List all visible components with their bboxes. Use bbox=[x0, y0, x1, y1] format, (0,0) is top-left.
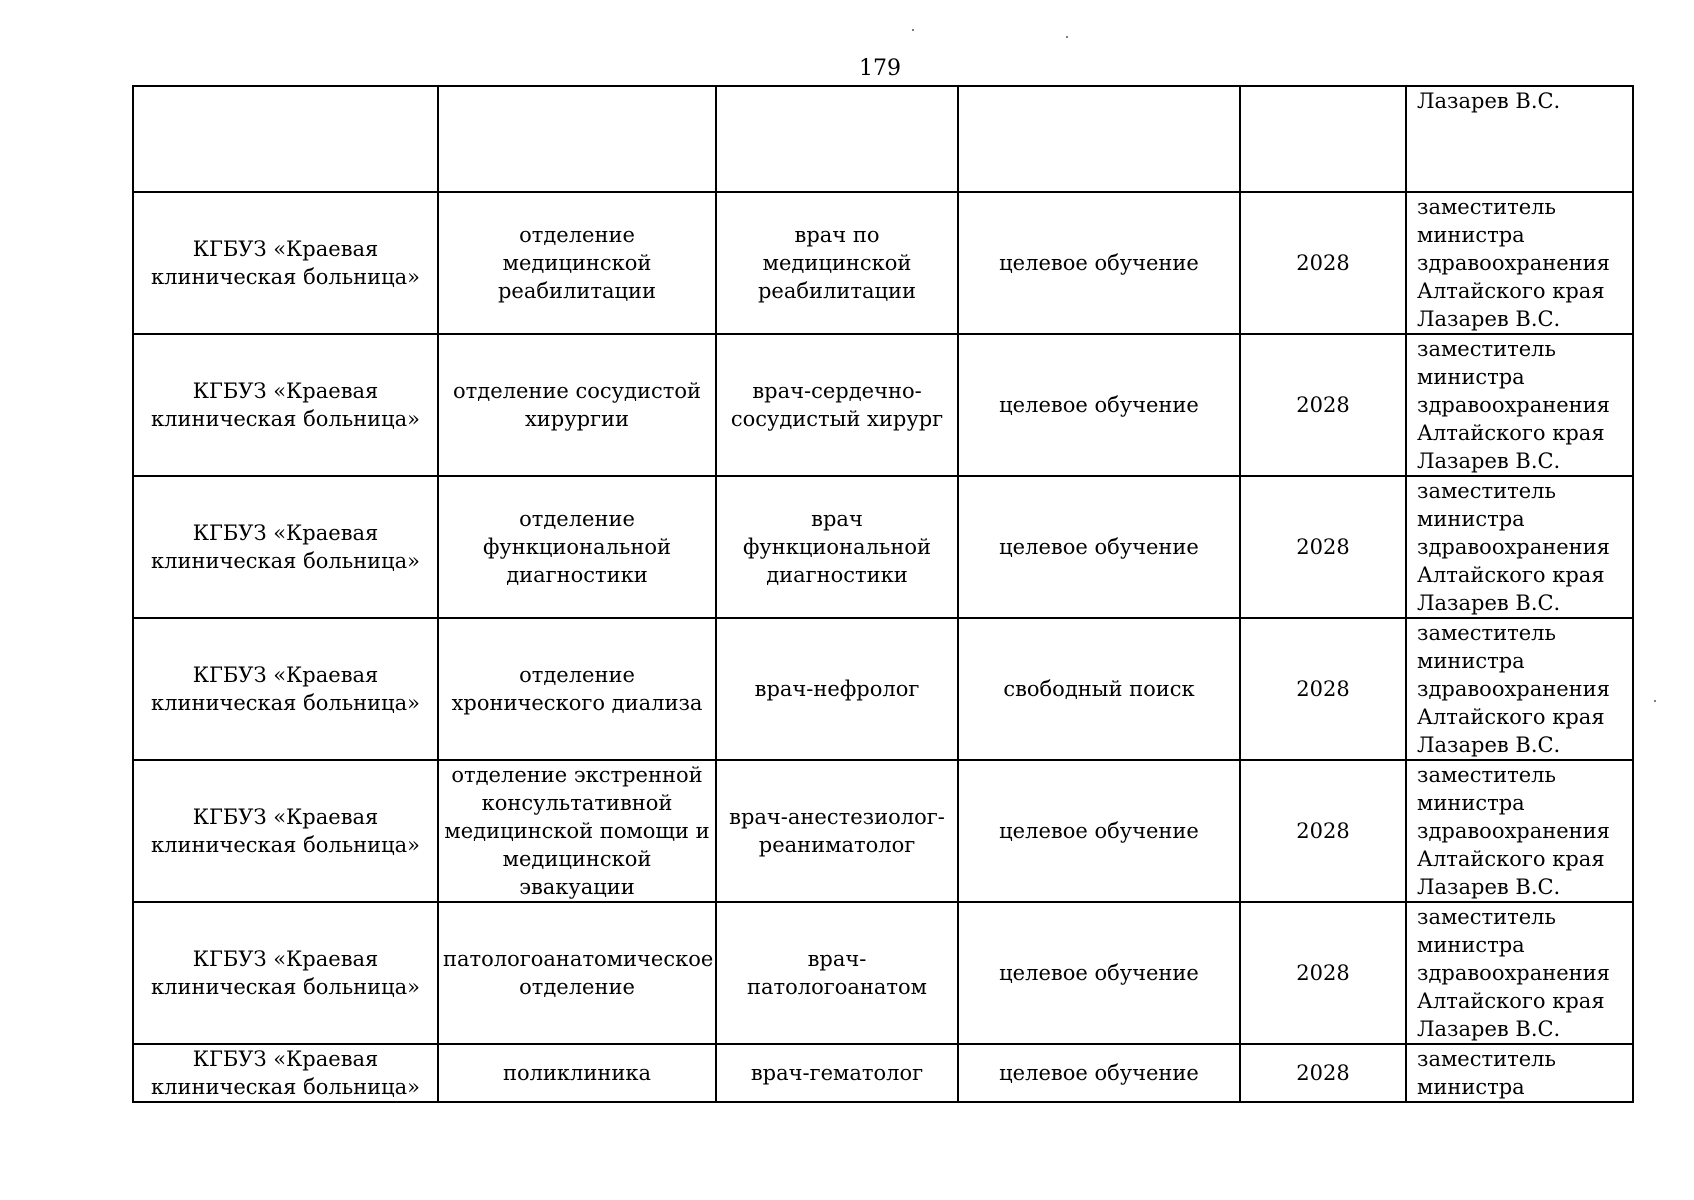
year-cell: 2028 bbox=[1240, 760, 1406, 902]
position-cell: врач-сердечно-сосудистый хирург bbox=[716, 334, 958, 476]
method-cell: целевое обучение bbox=[958, 760, 1240, 902]
department-cell bbox=[438, 86, 716, 192]
method-cell bbox=[958, 86, 1240, 192]
responsible-cell: заместитель министра здравоохранения Алтайского края Лазарев В.С. bbox=[1406, 476, 1633, 618]
department-cell: поликлиника bbox=[438, 1044, 716, 1102]
method-cell: целевое обучение bbox=[958, 902, 1240, 1044]
table-row-continued bbox=[133, 86, 1633, 192]
staffing-table bbox=[132, 85, 1634, 1103]
department-cell: отделение хронического диализа bbox=[438, 618, 716, 760]
position-cell bbox=[716, 86, 958, 192]
year-cell: 2028 bbox=[1240, 192, 1406, 334]
table-row bbox=[133, 1044, 1633, 1102]
responsible-cell: Лазарев В.С. bbox=[1406, 86, 1633, 192]
department-cell: отделение медицинской реабилитации bbox=[438, 192, 716, 334]
table-row bbox=[133, 760, 1633, 902]
method-cell: целевое обучение bbox=[958, 1044, 1240, 1102]
table-row bbox=[133, 618, 1633, 760]
position-cell: врач-патологоанатом bbox=[716, 902, 958, 1044]
year-cell: 2028 bbox=[1240, 1044, 1406, 1102]
scan-speck bbox=[1066, 36, 1068, 38]
year-cell bbox=[1240, 86, 1406, 192]
department-cell: отделение функциональной диагностики bbox=[438, 476, 716, 618]
organization-cell: КГБУЗ «Краевая клиническая больница» bbox=[133, 902, 438, 1044]
department-cell: отделение экстренной консультативной медицинской помощи и медицинской эвакуации bbox=[438, 760, 716, 902]
department-cell: патологоанатомическое отделение bbox=[438, 902, 716, 1044]
table-row bbox=[133, 902, 1633, 1044]
position-cell: врач по медицинской реабилитации bbox=[716, 192, 958, 334]
table-row bbox=[133, 192, 1633, 334]
method-cell: целевое обучение bbox=[958, 476, 1240, 618]
position-cell: врач-гематолог bbox=[716, 1044, 958, 1102]
responsible-cell: заместитель министра здравоохранения Алтайского края Лазарев В.С. bbox=[1406, 902, 1633, 1044]
year-cell: 2028 bbox=[1240, 334, 1406, 476]
year-cell: 2028 bbox=[1240, 902, 1406, 1044]
responsible-cell: заместитель министра здравоохранения Алтайского края Лазарев В.С. bbox=[1406, 334, 1633, 476]
position-cell: врач-анестезиолог-реаниматолог bbox=[716, 760, 958, 902]
responsible-cell: заместитель министра bbox=[1406, 1044, 1633, 1102]
responsible-cell: заместитель министра здравоохранения Алтайского края Лазарев В.С. bbox=[1406, 192, 1633, 334]
responsible-cell: заместитель министра здравоохранения Алтайского края Лазарев В.С. bbox=[1406, 760, 1633, 902]
organization-cell: КГБУЗ «Краевая клиническая больница» bbox=[133, 192, 438, 334]
position-cell: врач функциональной диагностики bbox=[716, 476, 958, 618]
scan-speck bbox=[1654, 700, 1656, 702]
method-cell: целевое обучение bbox=[958, 334, 1240, 476]
responsible-cell: заместитель министра здравоохранения Алтайского края Лазарев В.С. bbox=[1406, 618, 1633, 760]
year-cell: 2028 bbox=[1240, 618, 1406, 760]
organization-cell: КГБУЗ «Краевая клиническая больница» bbox=[133, 618, 438, 760]
method-cell: свободный поиск bbox=[958, 618, 1240, 760]
table-row bbox=[133, 476, 1633, 618]
organization-cell: КГБУЗ «Краевая клиническая больница» bbox=[133, 476, 438, 618]
organization-cell: КГБУЗ «Краевая клиническая больница» bbox=[133, 760, 438, 902]
method-cell: целевое обучение bbox=[958, 192, 1240, 334]
table-row bbox=[133, 334, 1633, 476]
page-number: 179 bbox=[859, 56, 901, 81]
organization-cell: КГБУЗ «Краевая клиническая больница» bbox=[133, 334, 438, 476]
scan-speck bbox=[912, 29, 914, 31]
organization-cell bbox=[133, 86, 438, 192]
department-cell: отделение сосудистой хирургии bbox=[438, 334, 716, 476]
year-cell: 2028 bbox=[1240, 476, 1406, 618]
position-cell: врач-нефролог bbox=[716, 618, 958, 760]
organization-cell: КГБУЗ «Краевая клиническая больница» bbox=[133, 1044, 438, 1102]
